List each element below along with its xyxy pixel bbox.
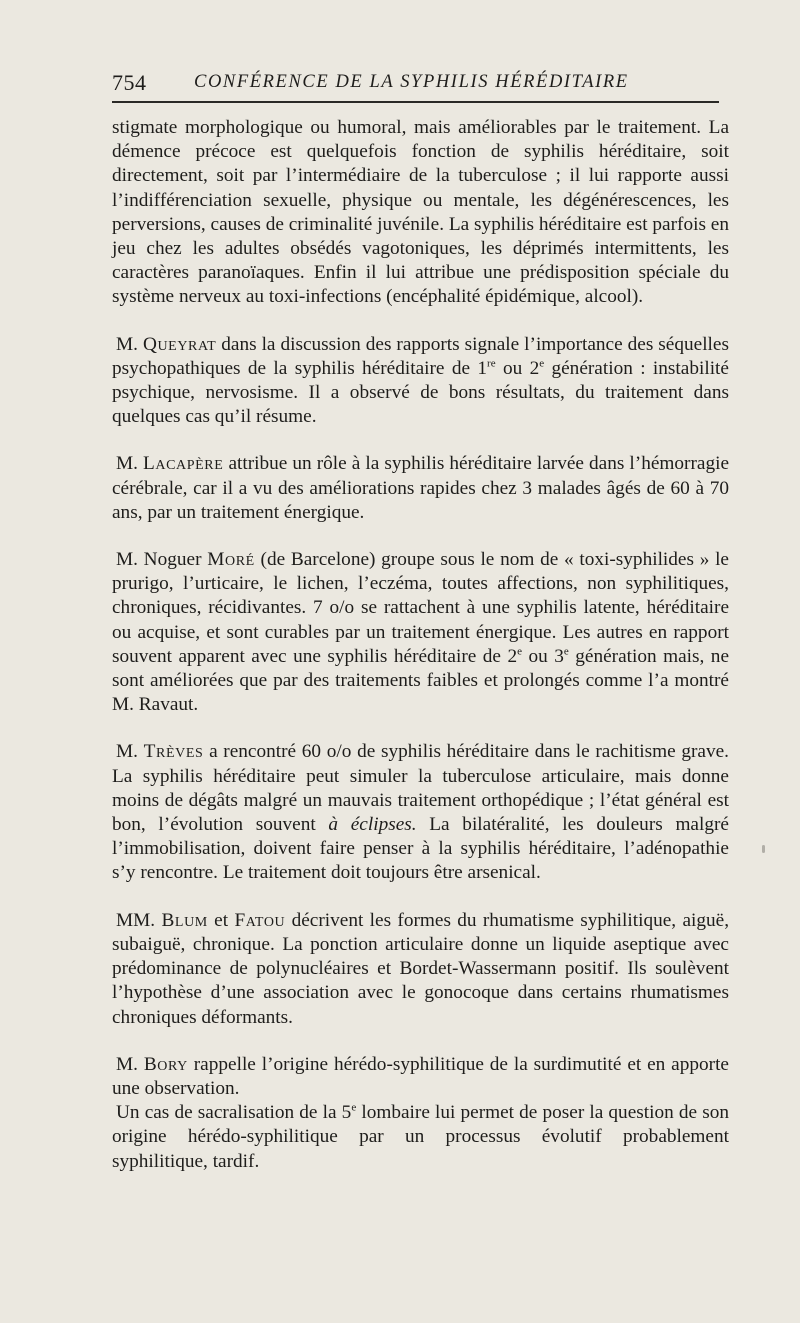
paragraph-text: et [214,909,229,931]
paragraph-text: lombaire lui permet de poser la question de son origine hérédo-syphilitique par un processus évolutif probablement syphilitique, tardif. [112,1102,730,1172]
paragraph-sacralisation [112,1101,729,1174]
paragraph-queyrat [112,333,729,430]
ordinal-suffix: re [487,357,496,370]
paragraph-text: a rencontré 60 o/o de syphilis héréditaire dans le rachitisme grave. La syphilis héréditaire peut simuler la tuberculose articulaire, mais donne moins de dégâts malgré un mauvais traitement orthopédique ; l’état général est bon, l’évolution souvent [112,741,729,836]
honorific: M. [116,741,138,763]
paragraph-text: Un cas de sacralisation de la [116,1102,337,1124]
ordinal-number: 2 [507,645,518,667]
author-name: Queyrat [142,333,217,355]
author-name: Moré [207,549,255,571]
ordinal-number: 5 [341,1102,352,1124]
paragraph-text: attribue un rôle à la syphilis héréditaire larvée dans l’hémorragie cérébrale, car il a vu des améliorations rapides chez 3 malades âgés de 60 à 70 ans, par un traitement énergique. [112,453,729,523]
paragraph-text: La bilatéralité, les douleurs malgré l’immobilisation, doivent faire penser à la syphilis héréditaire, l’adénopathie s’y rencontre. Le traitement doit toujours être arsenical. [112,814,729,884]
honorific: M. [116,453,138,475]
page-number: 754 [112,70,147,95]
honorific: M. [116,1053,138,1075]
ordinal-number: 1 [477,357,488,379]
paragraph-text: génération : instabilité psychique, nervosisme. Il a observé de bons résultats, du traitement dans quelques cas qu’il résume. [112,357,729,428]
ordinal-suffix: e [563,645,569,658]
honorific: M. [116,333,138,355]
margin-speck [762,845,765,853]
running-header [112,70,727,100]
paragraph-treves [112,740,729,885]
ordinal-suffix: e [351,1101,357,1114]
ordinal-suffix: e [539,357,545,370]
author-name: Bory [143,1053,188,1075]
author-name: Lacapère [143,453,224,475]
header-rule [112,101,719,103]
paragraph-lacapere [112,452,729,525]
paragraph-bory [112,1053,729,1101]
honorific: MM. [116,909,156,931]
paragraph-text: génération mais, ne sont améliorées que par des traitements faibles et prolongés comme l’a montré M. Ravaut. [112,645,730,716]
author-name: Fatou [234,909,286,931]
paragraph-text: dans la discussion des rapports signale l’importance des séquelles psychopathiques de la syphilis héréditaire de [112,333,729,379]
paragraph-text: rappelle l’origine hérédo-syphilitique de la surdimutité et en apporte une observation. [112,1053,729,1099]
paragraph-text: ou [502,357,523,379]
ordinal-suffix: e [517,645,522,658]
body-text [112,116,729,1197]
paragraph-text: (de Barcelone) groupe sous le nom de « toxi-syphilides » le prurigo, l’urticaire, le lichen, l’eczéma, toutes affections, non syphilitiques, chroniques, récidivantes. 7 o/o se rattachent à une syphilis latente, héréditaire ou acquise, et sont curables par un traitement énergique. Les autres en rapport souvent apparent avec une syphilis héréditaire de [112,549,729,667]
running-title: CONFÉRENCE DE LA SYPHILIS HÉRÉDITAIRE [194,72,629,92]
ordinal-number: 3 [554,645,564,667]
paragraph-text: ou [528,645,548,667]
honorific: M. Noguer [116,549,202,571]
author-name: Blum [161,909,208,931]
italic-phrase: à éclipses. [328,814,417,836]
paragraph-1: stigmate morphologique ou humoral, mais améliorables par le traitement. La démence précoce est quelquefois fonction de syphilis héréditaire, soit directement, soit par l’intermédiaire de la tuberculose ; il lui rapporte aussi l’indifférenciation sexuelle, physique ou mentale, les dégénérescences, les perversions, causes de criminalité juvénile. La syphilis héréditaire est parfois en jeu chez les adultes obsédés vagotoniques, les déprimés intermittents, les caractères paranoïaques. Enfin il lui attribue une prédisposition spéciale du système nerveux au toxi-infections (encéphalité épidémique, alcool). [112,117,729,308]
paragraph-noguer-more [112,548,729,717]
paragraph-blum-fatou [112,909,729,1030]
author-name: Trèves [143,741,204,763]
ordinal-number: 2 [529,357,540,379]
paragraph-text: décrivent les formes du rhumatisme syphilitique, aiguë, subaiguë, chronique. La ponction articulaire donne un liquide aseptique avec prédominance de polynucléaires et Bordet-Wassermann positif. Ils soulèvent l’hypothèse d’une association avec le gonocoque dans certains rhumatismes chroniques déformants. [112,909,730,1028]
